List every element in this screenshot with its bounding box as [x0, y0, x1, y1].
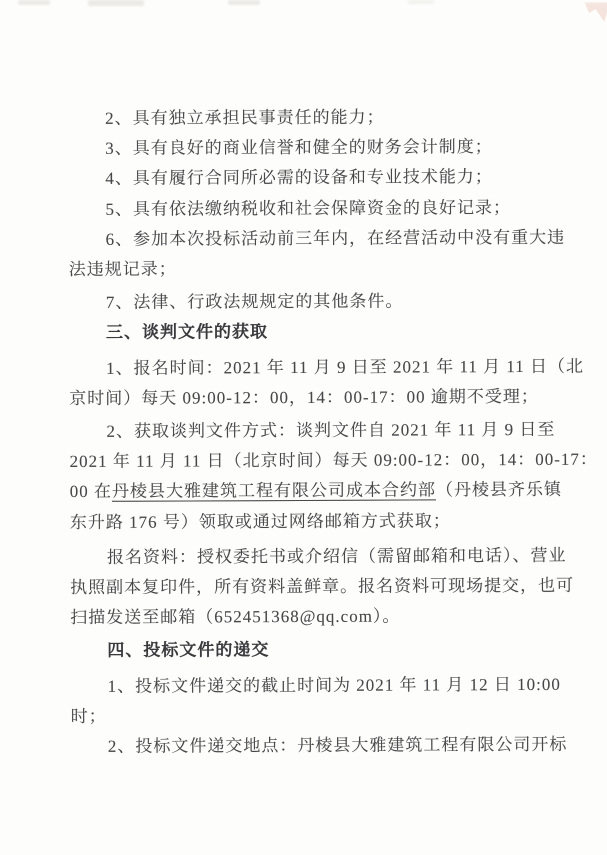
underlined-company-name: 丹棱县大雅建筑工程有限公司成本合约部: [111, 480, 436, 502]
section-heading-3: 三、谈判文件的获取: [105, 322, 269, 343]
doc-line-condition-6: 6、参加本次投标活动前三年内，在经营活动中没有重大违: [105, 227, 566, 249]
doc-line-condition-6-cont: 法违规记录；: [68, 259, 177, 280]
doc-line-email: 扫描发送至邮箱（652451368@qq.com）。: [70, 606, 401, 628]
doc-line-company-address-cont: 东升路 176 号）领取或通过网络邮箱方式获取；: [69, 510, 451, 532]
doc-line-condition-3: 3、具有良好的商业信誉和健全的财务会计制度；: [105, 137, 493, 159]
doc-line-obtain-method-cont: 2021 年 11 月 11 日（北京时间）每天 09:00-12：00，14：00-17：: [69, 449, 598, 472]
doc-line-obtain-method: 2、获取谈判文件方式：谈判文件自 2021 年 11 月 9 日至: [106, 419, 556, 441]
doc-line-condition-2: 2、具有独立承担民事责任的能力；: [105, 107, 385, 128]
doc-line-condition-7: 7、法律、行政法规规定的其他条件。: [105, 291, 404, 313]
doc-line-signup-time-cont: 京时间）每天 09:00-12：00，14：00-17：00 逾期不受理；: [69, 386, 539, 408]
section-heading-4: 四、投标文件的递交: [107, 640, 270, 661]
doc-line-company-address: [69, 475, 562, 507]
doc-line-signup-time: 1、报名时间：2021 年 11 月 9 日至 2021 年 11 月 11 日（北: [106, 356, 585, 378]
address-prefix: 00 在: [69, 482, 112, 502]
scan-artifact: [228, 0, 260, 5]
doc-line-condition-5: 5、具有依法缴纳税收和社会保障资金的良好记录；: [105, 197, 511, 219]
doc-line-signup-materials-cont: 执照副本复印件，所有资料盖鲜章。报名资料可现场提交，也可: [70, 575, 575, 598]
document-body: [68, 102, 598, 762]
doc-line-deadline: 1、投标文件递交的截止时间为 2021 年 11 月 12 日 10:00: [107, 674, 561, 696]
scan-artifact: [18, 0, 50, 5]
scan-artifact: [88, 0, 144, 6]
doc-line-deadline-cont: 时；: [70, 706, 107, 726]
doc-line-condition-4: 4、具有履行合同所必需的设备和专业技术能力；: [105, 167, 493, 189]
scan-artifact: [584, 2, 607, 22]
doc-line-signup-materials: 报名资料：授权委托书或介绍信（需留邮箱和电话）、营业: [106, 545, 567, 567]
scan-artifact: [408, 0, 434, 4]
doc-line-submit-location: 2、投标文件递交地点：丹棱县大雅建筑工程有限公司开标: [107, 734, 568, 756]
address-suffix: （丹棱县齐乐镇: [435, 480, 562, 500]
